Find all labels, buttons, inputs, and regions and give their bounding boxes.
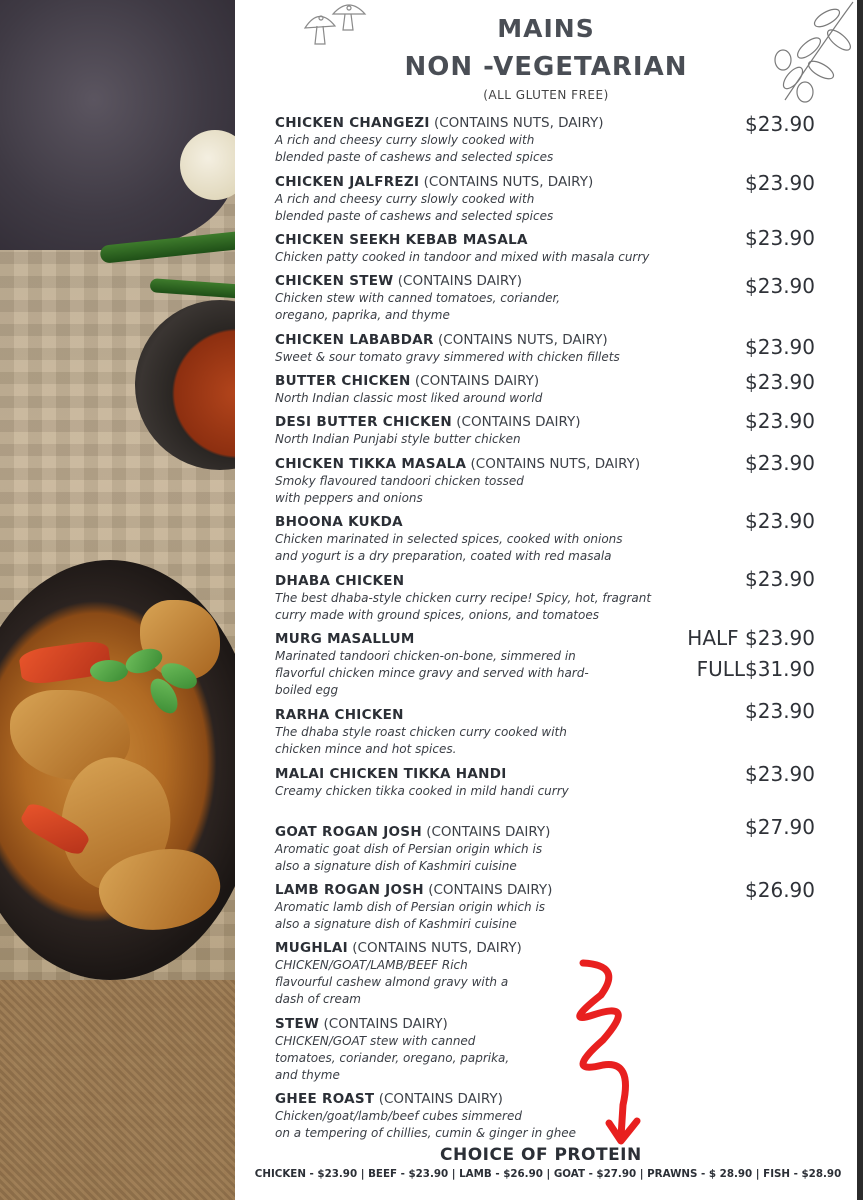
menu-item-price: $23.90 (745, 335, 815, 359)
menu-item (275, 413, 725, 448)
menu-item-price: $26.90 (745, 878, 815, 902)
menu-item-name: CHICKEN JALFREZI (275, 174, 420, 190)
menu-item-title (275, 413, 725, 431)
menu-card (235, 0, 857, 1200)
menu-item-description: tomatoes, coriander, oregano, paprika, (275, 1051, 510, 1065)
mint-leaf (90, 660, 128, 682)
menu-subtitle: (ALL GLUTEN FREE) (483, 88, 609, 102)
menu-item-description: Chicken stew with canned tomatoes, coriander, (275, 291, 561, 305)
menu-item-name: BUTTER CHICKEN (275, 373, 411, 389)
menu-item-description: The dhaba style roast chicken curry cooked with (275, 725, 567, 739)
choice-of-protein-title: CHOICE OF PROTEIN (440, 1145, 642, 1165)
menu-item-description: blended paste of cashews and selected spices (275, 150, 554, 164)
menu-item-name: GOAT ROGAN JOSH (275, 824, 422, 840)
menu-item-description: A rich and cheesy curry slowly cooked with (275, 133, 535, 147)
menu-item (275, 706, 725, 758)
menu-item-description: also a signature dish of Kashmiri cuisine (275, 917, 517, 931)
spice-bowl-image (135, 300, 235, 470)
menu-item-description: Aromatic goat dish of Persian origin which is (275, 842, 543, 856)
menu-item-allergen-note: (CONTAINS NUTS, DAIRY) (466, 456, 641, 472)
menu-item-title (275, 881, 725, 899)
menu-item-name: CHICKEN CHANGEZI (275, 115, 430, 131)
menu-item-title (275, 272, 725, 290)
menu-item-title (275, 513, 725, 531)
menu-item-title (275, 173, 725, 191)
menu-item-description: and thyme (275, 1068, 340, 1082)
menu-item-title (275, 372, 725, 390)
menu-item-allergen-note: (CONTAINS DAIRY) (374, 1091, 503, 1107)
menu-item-title (275, 114, 725, 132)
menu-item-description: flavorful chicken mince gravy and served with hard- (275, 666, 589, 680)
menu-item-title (275, 231, 725, 249)
menu-item-price: $23.90 (745, 370, 815, 394)
menu-item-allergen-note: (CONTAINS DAIRY) (423, 882, 553, 898)
menu-item-price-full: FULL$31.90 (696, 657, 815, 681)
menu-item-name: MUGHLAI (275, 940, 348, 956)
menu-item (275, 231, 725, 266)
burlap-image (0, 980, 235, 1200)
menu-item (275, 572, 725, 624)
menu-item-price: HALF $23.90 (687, 626, 815, 650)
menu-item-price: $23.90 (745, 274, 815, 298)
menu-item-description: CHICKEN/GOAT stew with canned (275, 1034, 476, 1048)
menu-item-price: $23.90 (745, 409, 815, 433)
menu-item-description: North Indian classic most liked around world (275, 391, 543, 405)
menu-item-name: DESI BUTTER CHICKEN (275, 414, 452, 430)
menu-item (275, 939, 725, 1008)
menu-item (275, 372, 725, 407)
menu-item (275, 881, 725, 933)
menu-item (275, 114, 725, 166)
menu-item-name: CHICKEN LABABDAR (275, 332, 434, 348)
menu-item-description: also a signature dish of Kashmiri cuisine (275, 859, 517, 873)
menu-item-name: STEW (275, 1016, 320, 1032)
menu-item-allergen-note: (CONTAINS DAIRY) (410, 373, 540, 389)
menu-item-title (275, 939, 725, 957)
menu-item-description: on a tempering of chillies, cumin & ginger in ghee (275, 1126, 577, 1140)
menu-item (275, 1015, 725, 1084)
menu-item-allergen-note: (CONTAINS NUTS, DAIRY) (347, 940, 522, 956)
menu-title: MAINS (497, 14, 595, 43)
cloth-image (0, 0, 235, 250)
menu-item-description: CHICKEN/GOAT/LAMB/BEEF Rich (275, 958, 468, 972)
menu-item-title (275, 706, 725, 724)
menu-item-description: Creamy chicken tikka cooked in mild handi curry (275, 784, 569, 798)
menu-item-allergen-note: (CONTAINS DAIRY) (421, 824, 551, 840)
menu-item-price: $23.90 (745, 762, 815, 786)
menu-item (275, 765, 725, 800)
menu-item (275, 331, 725, 366)
menu-section-title: NON -VEGETARIAN (404, 52, 688, 82)
menu-item-name: GHEE ROAST (275, 1091, 375, 1107)
menu-item-name: DHABA CHICKEN (275, 573, 405, 589)
menu-item-description: curry made with ground spices, onions, and tomatoes (275, 608, 599, 622)
menu-item-description: Smoky flavoured tandoori chicken tossed (275, 474, 524, 488)
menu-item-title (275, 455, 725, 473)
menu-item-description: North Indian Punjabi style butter chicken (275, 432, 521, 446)
menu-item-description: and yogurt is a dry preparation, coated with red masala (275, 549, 612, 563)
menu-item-description: Chicken marinated in selected spices, cooked with onions (275, 532, 623, 546)
menu-item (275, 455, 725, 507)
menu-item-name: CHICKEN STEW (275, 273, 394, 289)
menu-item-name: CHICKEN TIKKA MASALA (275, 456, 467, 472)
menu-item-allergen-note: (CONTAINS DAIRY) (393, 273, 522, 289)
menu-item-name: LAMB ROGAN JOSH (275, 882, 424, 898)
menu-item-allergen-note: (CONTAINS DAIRY) (452, 414, 581, 430)
food-photo (0, 0, 235, 1200)
menu-item-description: oregano, paprika, and thyme (275, 308, 450, 322)
menu-item-title (275, 331, 725, 349)
menu-item-title (275, 630, 725, 648)
menu-item-allergen-note: (CONTAINS DAIRY) (319, 1016, 448, 1032)
menu-item-price: $23.90 (745, 567, 815, 591)
menu-item-description: The best dhaba-style chicken curry recipe! Spicy, hot, fragrant (275, 591, 652, 605)
menu-item-description: with peppers and onions (275, 491, 423, 505)
menu-item-title (275, 1015, 725, 1033)
menu-item-allergen-note: (CONTAINS NUTS, DAIRY) (429, 115, 604, 131)
menu-item (275, 1090, 725, 1142)
menu-item-price: $23.90 (745, 171, 815, 195)
menu-item-name: CHICKEN SEEKH KEBAB MASALA (275, 232, 528, 248)
card-edge (857, 0, 863, 1200)
menu-item (275, 630, 725, 699)
menu-item-title (275, 823, 725, 841)
menu-item-price: $23.90 (745, 226, 815, 250)
menu-item-price: $23.90 (745, 451, 815, 475)
menu-item-description: Sweet & sour tomato gravy simmered with chicken fillets (275, 350, 620, 364)
menu-item-description: Aromatic lamb dish of Persian origin which is (275, 900, 546, 914)
menu-item-name: MALAI CHICKEN TIKKA HANDI (275, 766, 507, 782)
menu-item-description: blended paste of cashews and selected spices (275, 209, 554, 223)
menu-item (275, 173, 725, 225)
green-chili-image (150, 278, 235, 300)
menu-item-title (275, 1090, 725, 1108)
menu-item-description: chicken mince and hot spices. (275, 742, 457, 756)
red-squiggle-arrow-icon (553, 955, 653, 1145)
menu-item-price: $23.90 (745, 699, 815, 723)
menu-item (275, 272, 725, 324)
menu-item-title (275, 765, 725, 783)
menu-item-price: $27.90 (745, 815, 815, 839)
menu-item (275, 823, 725, 875)
menu-item-price: $23.90 (745, 509, 815, 533)
menu-item-description: boiled egg (275, 683, 339, 697)
menu-item-description: dash of cream (275, 992, 361, 1006)
menu-item-name: RARHA CHICKEN (275, 707, 404, 723)
menu-item (275, 513, 725, 565)
menu-item-description: flavourful cashew almond gravy with a (275, 975, 509, 989)
menu-item-description: Chicken patty cooked in tandoor and mixed with masala curry (275, 250, 650, 264)
menu-item-description: Marinated tandoori chicken-on-bone, simmered in (275, 649, 576, 663)
menu-item-allergen-note: (CONTAINS NUTS, DAIRY) (433, 332, 608, 348)
choice-of-protein-prices: CHICKEN - $23.90 | BEEF - $23.90 | LAMB - $26.90 | GOAT - $27.90 | PRAWNS - $ 28.90 | FISH - $28.90 (254, 1168, 842, 1180)
menu-item-name: MURG MASALLUM (275, 631, 415, 647)
menu-item-description: A rich and cheesy curry slowly cooked with (275, 192, 535, 206)
menu-item-name: BHOONA KUKDA (275, 514, 403, 530)
menu-item-price: $23.90 (745, 112, 815, 136)
menu-item-description: Chicken/goat/lamb/beef cubes simmered (275, 1109, 522, 1123)
menu-item-title (275, 572, 725, 590)
menu-item-allergen-note: (CONTAINS NUTS, DAIRY) (419, 174, 594, 190)
